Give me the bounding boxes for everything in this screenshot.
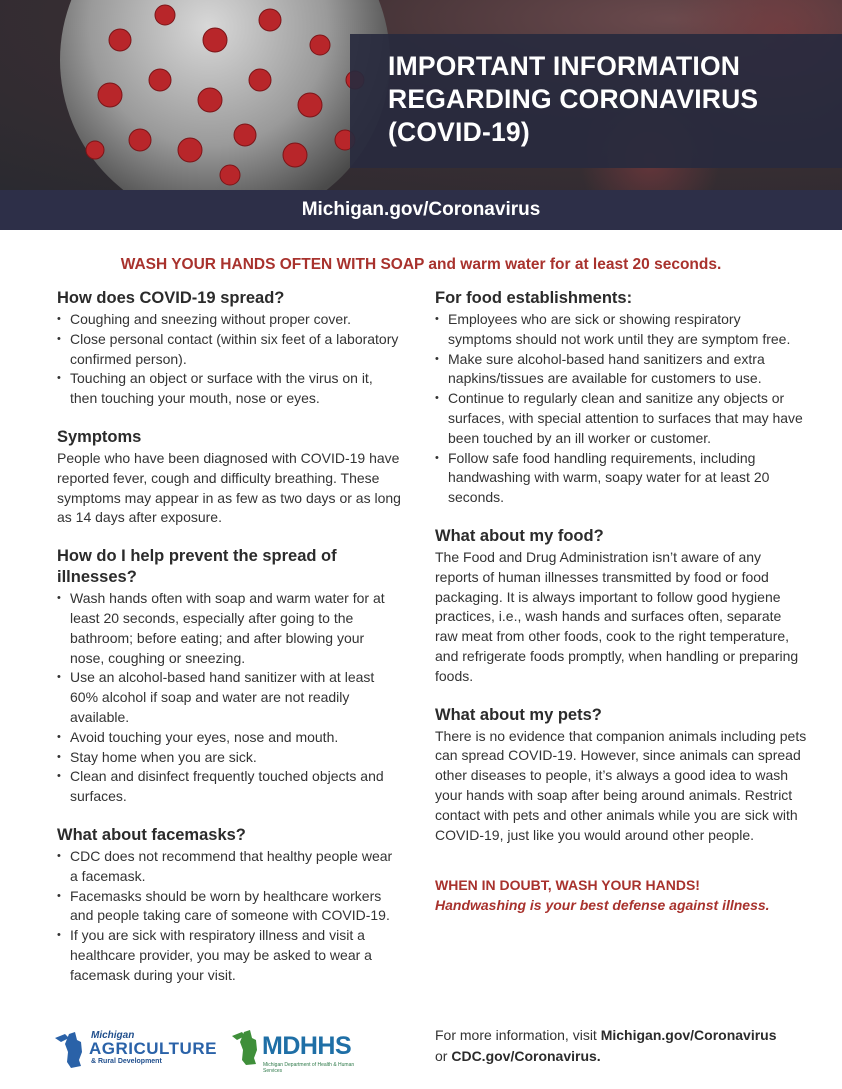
list-item: • Follow safe food handling requirements, including handwashing with warm, soapy water for at least 20 seconds. [435, 449, 770, 506]
header-image [0, 0, 842, 190]
section-heading: For food establishments: [435, 289, 633, 307]
section-symptoms [57, 427, 402, 528]
list-item: • Touching an object or surface with the virus on it, then touching your mouth, nose or eyes. [57, 370, 373, 407]
mda-logo-line-3: & Rural Development [91, 1058, 162, 1065]
list-item: • Employees who are sick or showing respiratory symptoms should not work until they are symptom free. [435, 311, 791, 347]
mda-logo [55, 1030, 217, 1070]
list-item: • Use an alcohol-based hand sanitizer with at least 60% alcohol if soap and water are not readily available. [57, 669, 375, 725]
list-item: • Coughing and sneezing without proper cover. [57, 311, 351, 327]
right-column [435, 288, 807, 915]
list-item: • Stay home when you are sick. [57, 748, 257, 765]
section-heading: What about my pets? [435, 705, 602, 724]
list-item: • Wash hands often with soap and warm water for at least 20 seconds, especially after going to the bathroom; before eating; and after blowing your nose, coughing or sneezing. [57, 590, 385, 666]
mda-logo-line-1: Michigan [91, 1030, 135, 1041]
more-info-or: or [435, 1048, 448, 1064]
list-item: • Clean and disinfect frequently touched objects and surfaces. [57, 768, 384, 805]
section-facemasks [57, 825, 402, 986]
mda-logo-line-2: AGRICULTURE [89, 1039, 217, 1058]
mdhhs-logo-name: MDHHS [262, 1032, 352, 1060]
title-line-1: IMPORTANT INFORMATION [388, 51, 741, 81]
section-spread [57, 288, 402, 409]
mdhhs-logo-subtitle: Michigan Department of Health & Human Services [263, 1062, 355, 1074]
bullet-list [57, 847, 402, 986]
list-item: • Continue to regularly clean and sanitize any objects or surfaces, with special attention to surfaces that may have been touched by an ill worker or customer. [435, 390, 803, 446]
bullet-list [435, 310, 807, 508]
list-item: • CDC does not recommend that healthy people wear a facemask. [57, 847, 393, 884]
michigan-link[interactable]: Michigan.gov/Coronavirus [600, 1027, 777, 1043]
section-my-pets [435, 705, 807, 846]
callout-line-1: WHEN IN DOUBT, WASH YOUR HANDS! [435, 877, 700, 894]
section-text: There is no evidence that companion animals including pets can spread COVID-19. However, since animals can spread other diseases to people, it’s always a good idea to wash your hands with soap after being around animals. Restrict contact with pets and other animals while you are sick with COVID-19, just like you would around other people. [435, 727, 807, 843]
bullet-list [57, 310, 402, 409]
bullet-list [57, 589, 402, 807]
wash-hands-banner: WASH YOUR HANDS OFTEN WITH SOAP and warm water for at least 20 seconds. [120, 256, 722, 273]
more-info-prefix: For more information, visit [435, 1027, 597, 1043]
list-item: • Facemasks should be worn by healthcare workers and people taking care of someone with COVID-19. [57, 887, 390, 924]
list-item: • Close personal contact (within six feet of a laboratory confirmed person). [57, 330, 399, 367]
section-text: People who have been diagnosed with COVID-19 have reported fever, cough and difficulty breathing. These symptoms may appear in as few as two days or as long as 14 days after exposure. [57, 449, 401, 526]
michigan-map-icon [230, 1026, 264, 1066]
michigan-map-icon [55, 1030, 89, 1070]
list-item: • Make sure alcohol-based hand sanitizers and extra napkins/tissues are available for customers to use. [435, 350, 765, 387]
section-my-food [435, 526, 807, 687]
mdhhs-logo [230, 1026, 355, 1072]
title-line-3: (COVID-19) [388, 117, 530, 147]
callout-line-2: Handwashing is your best defense against illness. [435, 897, 770, 914]
title-box [350, 34, 842, 168]
more-info [435, 1025, 835, 1067]
cdc-link[interactable]: CDC.gov/Coronavirus. [451, 1048, 601, 1064]
title-line-2: REGARDING CORONAVIRUS [388, 84, 759, 114]
section-prevent [57, 546, 402, 807]
header-url-bar[interactable]: Michigan.gov/Coronavirus [0, 190, 842, 230]
section-food-establishments [435, 288, 807, 508]
section-heading: Symptoms [57, 427, 142, 446]
section-heading: How does COVID-19 spread? [57, 289, 285, 307]
section-heading: What about facemasks? [57, 825, 246, 844]
list-item: • Avoid touching your eyes, nose and mouth. [57, 728, 339, 745]
section-text: The Food and Drug Administration isn’t aware of any reports of human illnesses transmitted by food or food packaging. It is always important to follow good hygiene practices, i.e., wash hands and surfaces often, separate raw meat from other foods, cook to the right temperature, and refrigerate foods promptly, when handling or preparing foods. [435, 548, 799, 684]
wash-hands-callout [435, 875, 807, 915]
left-column [57, 288, 402, 1004]
section-heading: What about my food? [435, 526, 604, 545]
section-heading: How do I help prevent the spread of illnesses? [57, 547, 337, 587]
list-item: • If you are sick with respiratory illness and visit a healthcare provider, you may be asked to wear a facemask during your visit. [57, 927, 372, 983]
